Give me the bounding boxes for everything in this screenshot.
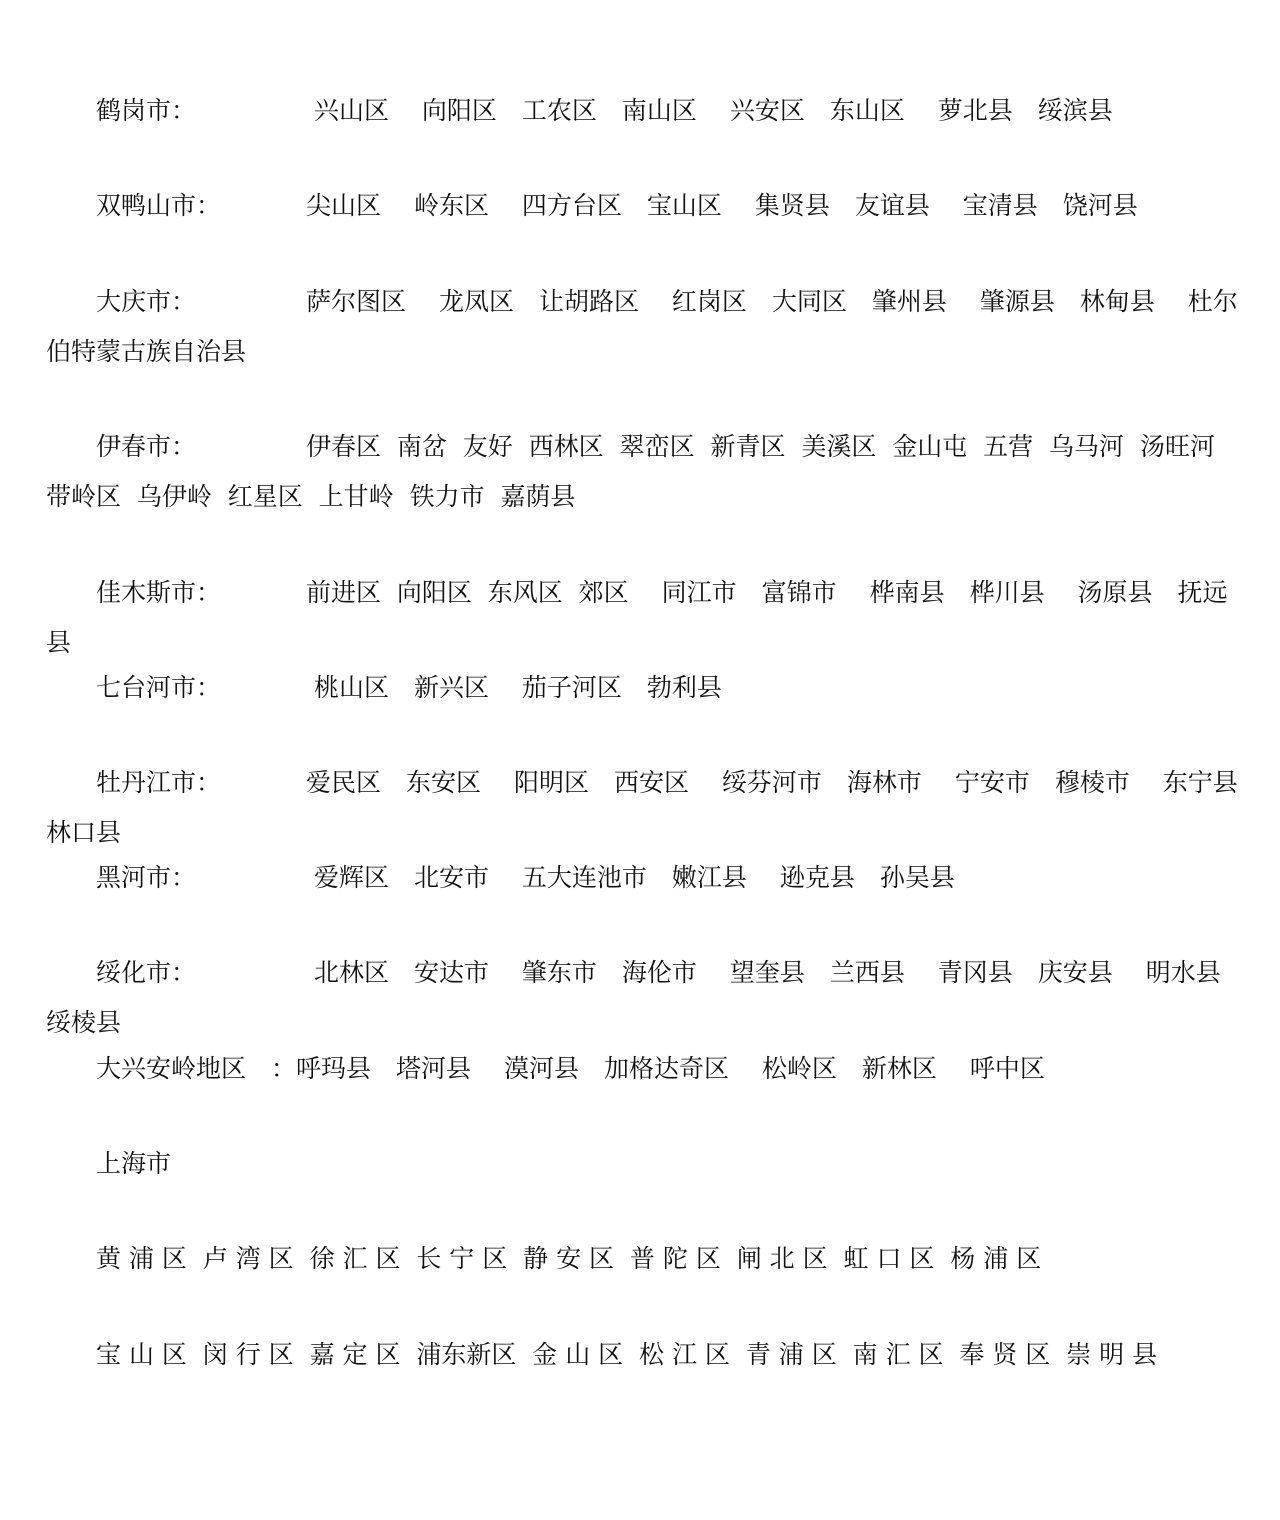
district-list: 前进区 向阳区 东风区 郊区 同江市 富锦市 桦南县 桦川县 汤原县 抚远县 [46,578,1228,657]
city-label: 牡丹江市： [96,768,222,797]
city-label: 绥化市： [96,958,197,987]
city-qitaihe [46,663,1240,713]
district-list: 爱辉区 北安市 五大连池市 嫩江县 逊克县 孙吴县 [306,863,955,892]
district-list: 爱民区 东安区 阳明区 西安区 绥芬河市 海林市 宁安市 穆棱市 东宁县 林口县 [46,768,1263,847]
city-label: 双鸭山市： [96,191,222,220]
city-label: 佳木斯市： [96,578,222,607]
city-heading: 上海市 [96,1149,172,1178]
city-heihe [46,853,1240,903]
district-list: ：呼玛县 塔河县 漠河县 加格达奇区 松岭区 新林区 呼中区 [271,1054,1045,1083]
district-list: 北林区 安达市 肇东市 海伦市 望奎县 兰西县 青冈县 庆安县 明水县 绥棱县 [46,958,1246,1037]
city-label: 鹤岗市： [96,96,197,125]
city-shuangyashan [46,181,1240,231]
city-mudanjiang [46,758,1263,858]
city-daqing [46,277,1240,377]
district-list: 宝 山 区 闵 行 区 嘉 定 区 浦东新区 金 山 区 松 江 区 青 浦 区 南 汇 区 奉 贤 区 崇 明 县 [96,1340,1158,1369]
district-list: 黄 浦 区 卢 湾 区 徐 汇 区 长 宁 区 静 安 区 普 陀 区 闸 北 区 虹 口 区 杨 浦 区 [96,1244,1042,1273]
district-list: 桃山区 新兴区 茄子河区 勃利县 [306,673,722,702]
city-label: 黑河市： [96,863,197,892]
shanghai-districts-line-1 [46,1234,1240,1284]
city-label: 大庆市： [96,287,197,316]
city-label: 伊春市： [96,432,197,461]
city-yichun [46,422,1240,522]
city-jiamusi [46,568,1240,668]
city-label: 七台河市： [96,673,222,702]
district-list: 兴山区 向阳区 工农区 南山区 兴安区 东山区 萝北县 绥滨县 [306,96,1113,125]
district-list: 萨尔图区 龙凤区 让胡路区 红岗区 大同区 肇州县 肇源县 林甸县 杜尔伯特蒙古族自治县 [46,287,1238,366]
city-label: 大兴安岭地区 [96,1054,272,1083]
city-hegang [46,86,1240,136]
heading-shanghai [46,1139,1240,1189]
district-list: 尖山区 岭东区 四方台区 宝山区 集贤县 友谊县 宝清县 饶河县 [306,191,1138,220]
region-daxinganling [46,1044,1240,1094]
shanghai-districts-line-2 [46,1330,1240,1380]
district-list: 伊春区 南岔 友好 西林区 翠峦区 新青区 美溪区 金山屯 五营 乌马河 汤旺河 带岭区 乌伊岭 红星区 上甘岭 铁力市 嘉荫县 [46,432,1231,511]
city-suihua [46,948,1246,1048]
